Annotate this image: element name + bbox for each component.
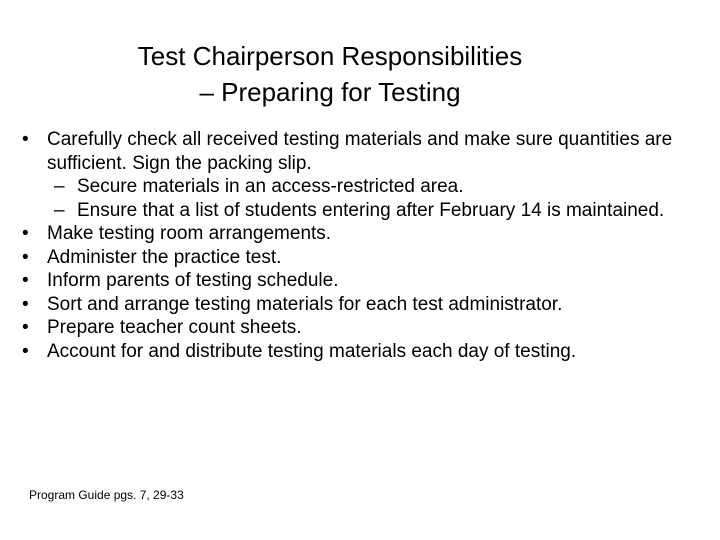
slide-title-line-1: Test Chairperson Responsibilities bbox=[137, 41, 523, 71]
bullet-item: • Inform parents of testing schedule. bbox=[22, 269, 692, 293]
footer-reference: Program Guide pgs. 7, 29-33 bbox=[29, 488, 184, 502]
bullet-item: • Administer the practice test. bbox=[22, 246, 692, 270]
bullet-item: • Sort and arrange testing materials for each test administrator. bbox=[22, 293, 692, 317]
bullet-item: • Account for and distribute testing materials each day of testing. bbox=[22, 340, 692, 364]
bullet-item: • Carefully check all received testing materials and make sure quantities are sufficient. Sign the packing slip. bbox=[22, 128, 692, 175]
sub-bullet-item: – Secure materials in an access-restricted area. bbox=[22, 175, 692, 199]
bullet-item: • Prepare teacher count sheets. bbox=[22, 316, 692, 340]
bullet-item: • Make testing room arrangements. bbox=[22, 222, 692, 246]
slide-title bbox=[0, 38, 660, 110]
sub-bullet-item: – Ensure that a list of students entering after February 14 is maintained. bbox=[22, 199, 692, 223]
slide-title-line-2: – Preparing for Testing bbox=[199, 77, 461, 107]
bullet-list bbox=[22, 128, 692, 363]
